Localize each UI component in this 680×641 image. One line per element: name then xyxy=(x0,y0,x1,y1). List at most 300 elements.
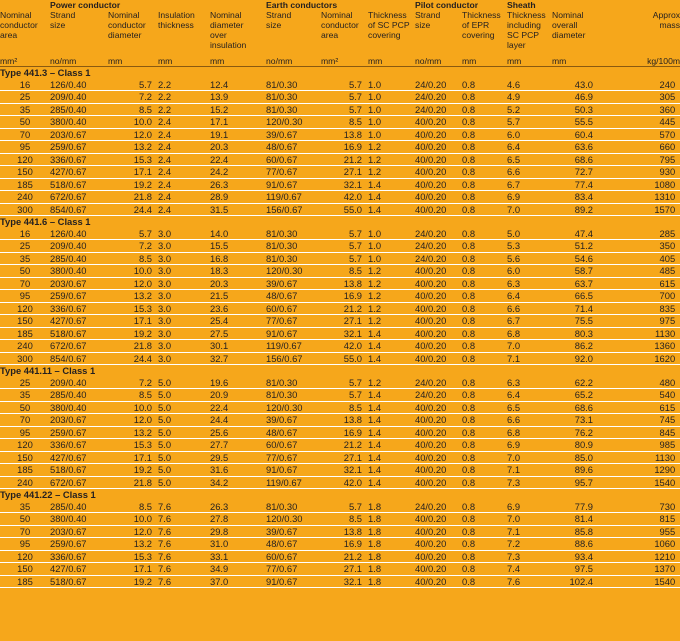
cell-pilot-strand: 40/0.20 xyxy=(415,128,462,141)
cell-earth-strand: 91/0.67 xyxy=(266,464,321,477)
cell-mass: 835 xyxy=(599,302,680,315)
cell-sheath-thickness: 6.6 xyxy=(507,166,552,179)
cell-epr-thickness: 0.8 xyxy=(462,178,507,191)
cell-overall-diameter: 68.6 xyxy=(552,153,599,166)
cell-pcp-thickness: 1.8 xyxy=(368,501,415,513)
cell-diameter-over-insulation: 33.1 xyxy=(210,550,266,563)
cell-pilot-strand: 40/0.20 xyxy=(415,426,462,439)
cell-strand: 259/0.67 xyxy=(50,141,108,154)
cell-earth-strand: 60/0.67 xyxy=(266,302,321,315)
cell-strand: 672/0.67 xyxy=(50,340,108,353)
cell-pilot-strand: 40/0.20 xyxy=(415,203,462,216)
cell-pcp-thickness: 1.4 xyxy=(368,426,415,439)
cell-insulation-thickness: 2.2 xyxy=(158,103,210,116)
cell-conductor-diameter: 8.5 xyxy=(108,389,158,402)
cell-earth-area: 21.2 xyxy=(321,153,368,166)
cell-pilot-strand: 40/0.20 xyxy=(415,513,462,526)
cell-insulation-thickness: 7.6 xyxy=(158,563,210,576)
cell-insulation-thickness: 5.0 xyxy=(158,426,210,439)
cell-conductor-diameter: 10.0 xyxy=(108,513,158,526)
cell-mass: 1060 xyxy=(599,538,680,551)
cell-overall-diameter: 65.2 xyxy=(552,389,599,402)
cell-sheath-thickness: 7.3 xyxy=(507,550,552,563)
cell-diameter-over-insulation: 16.8 xyxy=(210,252,266,265)
unit-sheath-thickness: mm xyxy=(507,56,552,67)
cell-epr-thickness: 0.8 xyxy=(462,401,507,414)
cell-pilot-strand: 40/0.20 xyxy=(415,141,462,154)
cell-insulation-thickness: 2.4 xyxy=(158,166,210,179)
cell-strand: 427/0.67 xyxy=(50,451,108,464)
cell-strand: 672/0.67 xyxy=(50,476,108,489)
cell-area: 150 xyxy=(0,451,50,464)
cell-strand: 854/0.67 xyxy=(50,203,108,216)
cell-pcp-thickness: 1.2 xyxy=(368,265,415,278)
cell-diameter-over-insulation: 15.2 xyxy=(210,103,266,116)
cell-epr-thickness: 0.8 xyxy=(462,563,507,576)
table-row xyxy=(0,315,680,328)
cell-strand: 518/0.67 xyxy=(50,178,108,191)
cell-conductor-diameter: 13.2 xyxy=(108,141,158,154)
cell-conductor-diameter: 15.3 xyxy=(108,439,158,452)
cell-diameter-over-insulation: 17.1 xyxy=(210,116,266,129)
cell-pcp-thickness: 1.8 xyxy=(368,525,415,538)
unit-area: mm² xyxy=(0,56,50,67)
cell-area: 120 xyxy=(0,302,50,315)
cell-earth-strand: 81/0.30 xyxy=(266,501,321,513)
cell-conductor-diameter: 15.3 xyxy=(108,550,158,563)
cell-pilot-strand: 40/0.20 xyxy=(415,414,462,427)
cell-mass: 445 xyxy=(599,116,680,129)
cell-diameter-over-insulation: 26.3 xyxy=(210,501,266,513)
cell-diameter-over-insulation: 24.2 xyxy=(210,166,266,179)
cell-pilot-strand: 24/0.20 xyxy=(415,91,462,104)
table-row xyxy=(0,464,680,477)
cell-pilot-strand: 24/0.20 xyxy=(415,240,462,253)
cell-mass: 615 xyxy=(599,277,680,290)
cell-sheath-thickness: 7.0 xyxy=(507,513,552,526)
cell-epr-thickness: 0.8 xyxy=(462,464,507,477)
cell-epr-thickness: 0.8 xyxy=(462,340,507,353)
cell-pcp-thickness: 1.2 xyxy=(368,153,415,166)
cell-epr-thickness: 0.8 xyxy=(462,550,507,563)
cell-sheath-thickness: 6.3 xyxy=(507,377,552,389)
cell-insulation-thickness: 5.0 xyxy=(158,377,210,389)
cell-pilot-strand: 40/0.20 xyxy=(415,575,462,588)
cell-sheath-thickness: 7.2 xyxy=(507,538,552,551)
cell-overall-diameter: 55.5 xyxy=(552,116,599,129)
cell-strand: 427/0.67 xyxy=(50,563,108,576)
cell-conductor-diameter: 5.7 xyxy=(108,79,158,91)
cell-area: 95 xyxy=(0,538,50,551)
cell-overall-diameter: 51.2 xyxy=(552,240,599,253)
cell-pilot-strand: 40/0.20 xyxy=(415,439,462,452)
cell-pcp-thickness: 1.2 xyxy=(368,302,415,315)
cell-strand: 126/0.40 xyxy=(50,79,108,91)
cell-epr-thickness: 0.8 xyxy=(462,513,507,526)
cell-diameter-over-insulation: 27.5 xyxy=(210,327,266,340)
cell-area: 50 xyxy=(0,116,50,129)
cell-area: 25 xyxy=(0,377,50,389)
cell-overall-diameter: 73.1 xyxy=(552,414,599,427)
cell-conductor-diameter: 24.4 xyxy=(108,203,158,216)
cell-insulation-thickness: 2.2 xyxy=(158,79,210,91)
cell-earth-strand: 81/0.30 xyxy=(266,252,321,265)
cell-overall-diameter: 88.6 xyxy=(552,538,599,551)
cell-earth-strand: 39/0.67 xyxy=(266,277,321,290)
cell-epr-thickness: 0.8 xyxy=(462,327,507,340)
cell-earth-area: 16.9 xyxy=(321,538,368,551)
cell-diameter-over-insulation: 34.9 xyxy=(210,563,266,576)
column-header-conductor-diameter: Nominal conductor diameter xyxy=(108,10,146,40)
cell-strand: 380/0.40 xyxy=(50,265,108,278)
cell-epr-thickness: 0.8 xyxy=(462,315,507,328)
cell-area: 95 xyxy=(0,141,50,154)
table-row xyxy=(0,265,680,278)
cell-earth-strand: 48/0.67 xyxy=(266,538,321,551)
cell-strand: 336/0.67 xyxy=(50,153,108,166)
cell-diameter-over-insulation: 22.4 xyxy=(210,401,266,414)
cell-sheath-thickness: 6.4 xyxy=(507,389,552,402)
cell-area: 70 xyxy=(0,277,50,290)
cell-sheath-thickness: 4.6 xyxy=(507,79,552,91)
cell-mass: 930 xyxy=(599,166,680,179)
cell-diameter-over-insulation: 19.6 xyxy=(210,377,266,389)
cell-area: 185 xyxy=(0,327,50,340)
cell-sheath-thickness: 6.6 xyxy=(507,302,552,315)
cell-diameter-over-insulation: 28.9 xyxy=(210,191,266,204)
cell-earth-strand: 81/0.30 xyxy=(266,240,321,253)
cell-sheath-thickness: 6.8 xyxy=(507,426,552,439)
cell-conductor-diameter: 21.8 xyxy=(108,340,158,353)
cell-earth-strand: 81/0.30 xyxy=(266,91,321,104)
cell-strand: 203/0.67 xyxy=(50,525,108,538)
cell-insulation-thickness: 2.4 xyxy=(158,128,210,141)
cell-conductor-diameter: 12.0 xyxy=(108,414,158,427)
cell-area: 240 xyxy=(0,340,50,353)
column-header-mass: Approx mass xyxy=(652,10,680,30)
cell-earth-strand: 77/0.67 xyxy=(266,166,321,179)
cell-insulation-thickness: 7.6 xyxy=(158,501,210,513)
cell-epr-thickness: 0.8 xyxy=(462,240,507,253)
cell-area: 35 xyxy=(0,501,50,513)
cell-earth-strand: 119/0.67 xyxy=(266,191,321,204)
cell-diameter-over-insulation: 20.9 xyxy=(210,389,266,402)
table-row xyxy=(0,501,680,513)
cell-area: 150 xyxy=(0,315,50,328)
cell-area: 150 xyxy=(0,166,50,179)
cell-overall-diameter: 85.0 xyxy=(552,451,599,464)
cell-sheath-thickness: 6.5 xyxy=(507,153,552,166)
cell-overall-diameter: 77.4 xyxy=(552,178,599,191)
cell-pcp-thickness: 1.0 xyxy=(368,228,415,240)
cell-strand: 203/0.67 xyxy=(50,128,108,141)
cell-overall-diameter: 46.9 xyxy=(552,91,599,104)
cell-earth-area: 5.7 xyxy=(321,91,368,104)
table-row xyxy=(0,327,680,340)
cell-insulation-thickness: 7.6 xyxy=(158,538,210,551)
cell-earth-area: 55.0 xyxy=(321,352,368,365)
cell-insulation-thickness: 7.6 xyxy=(158,550,210,563)
cell-area: 300 xyxy=(0,203,50,216)
cell-area: 185 xyxy=(0,178,50,191)
cell-strand: 285/0.40 xyxy=(50,252,108,265)
cell-insulation-thickness: 5.0 xyxy=(158,476,210,489)
unit-overall-diameter: mm xyxy=(552,56,599,67)
cell-diameter-over-insulation: 13.9 xyxy=(210,91,266,104)
cell-earth-strand: 119/0.67 xyxy=(266,476,321,489)
cell-diameter-over-insulation: 31.0 xyxy=(210,538,266,551)
cell-insulation-thickness: 3.0 xyxy=(158,290,210,303)
cell-overall-diameter: 58.7 xyxy=(552,265,599,278)
cell-insulation-thickness: 5.0 xyxy=(158,464,210,477)
column-header-earth-area: Nominal conductor area xyxy=(321,10,359,40)
cell-overall-diameter: 92.0 xyxy=(552,352,599,365)
cell-epr-thickness: 0.8 xyxy=(462,352,507,365)
cell-epr-thickness: 0.8 xyxy=(462,91,507,104)
cell-pilot-strand: 40/0.20 xyxy=(415,265,462,278)
cell-sheath-thickness: 6.9 xyxy=(507,439,552,452)
cell-earth-strand: 39/0.67 xyxy=(266,414,321,427)
table-row xyxy=(0,228,680,240)
cell-sheath-thickness: 5.0 xyxy=(507,228,552,240)
cell-conductor-diameter: 10.0 xyxy=(108,116,158,129)
cell-epr-thickness: 0.8 xyxy=(462,575,507,588)
cell-pilot-strand: 40/0.20 xyxy=(415,191,462,204)
cell-insulation-thickness: 5.0 xyxy=(158,401,210,414)
cell-area: 120 xyxy=(0,550,50,563)
cell-diameter-over-insulation: 12.4 xyxy=(210,79,266,91)
cell-overall-diameter: 72.7 xyxy=(552,166,599,179)
cell-epr-thickness: 0.8 xyxy=(462,153,507,166)
cell-sheath-thickness: 7.1 xyxy=(507,525,552,538)
cell-earth-strand: 77/0.67 xyxy=(266,315,321,328)
cell-overall-diameter: 89.6 xyxy=(552,464,599,477)
section-title: Type 441.22 – Class 1 xyxy=(0,489,96,500)
cell-mass: 350 xyxy=(599,240,680,253)
cell-insulation-thickness: 5.0 xyxy=(158,389,210,402)
cell-insulation-thickness: 2.4 xyxy=(158,191,210,204)
cell-strand: 518/0.67 xyxy=(50,575,108,588)
cell-conductor-diameter: 13.2 xyxy=(108,426,158,439)
cell-area: 35 xyxy=(0,252,50,265)
table-row xyxy=(0,352,680,365)
cell-mass: 1080 xyxy=(599,178,680,191)
cell-sheath-thickness: 4.9 xyxy=(507,91,552,104)
cell-overall-diameter: 43.0 xyxy=(552,79,599,91)
table-row xyxy=(0,414,680,427)
cell-strand: 518/0.67 xyxy=(50,464,108,477)
cell-strand: 336/0.67 xyxy=(50,550,108,563)
cell-epr-thickness: 0.8 xyxy=(462,377,507,389)
cell-epr-thickness: 0.8 xyxy=(462,128,507,141)
cell-conductor-diameter: 8.5 xyxy=(108,501,158,513)
cell-pilot-strand: 40/0.20 xyxy=(415,290,462,303)
table-row xyxy=(0,252,680,265)
cell-conductor-diameter: 8.5 xyxy=(108,103,158,116)
cell-epr-thickness: 0.8 xyxy=(462,141,507,154)
unit-mass: kg/100m xyxy=(599,56,680,67)
table-row xyxy=(0,525,680,538)
cell-area: 50 xyxy=(0,265,50,278)
cell-earth-strand: 81/0.30 xyxy=(266,103,321,116)
cell-pilot-strand: 40/0.20 xyxy=(415,340,462,353)
cell-sheath-thickness: 5.2 xyxy=(507,103,552,116)
table-row xyxy=(0,166,680,179)
cell-conductor-diameter: 12.0 xyxy=(108,128,158,141)
cell-overall-diameter: 47.4 xyxy=(552,228,599,240)
cell-sheath-thickness: 6.9 xyxy=(507,501,552,513)
table-row xyxy=(0,203,680,216)
cell-epr-thickness: 0.8 xyxy=(462,79,507,91)
column-header-epr-thickness: Thickness of EPR covering xyxy=(462,10,501,40)
column-header-sheath-thickness: Thickness including SC PCP layer xyxy=(507,10,546,50)
cell-overall-diameter: 75.5 xyxy=(552,315,599,328)
cell-conductor-diameter: 13.2 xyxy=(108,290,158,303)
cell-insulation-thickness: 3.0 xyxy=(158,252,210,265)
cell-overall-diameter: 60.4 xyxy=(552,128,599,141)
table-row xyxy=(0,550,680,563)
cell-sheath-thickness: 7.1 xyxy=(507,352,552,365)
cell-strand: 259/0.67 xyxy=(50,426,108,439)
unit-pcp-thickness: mm xyxy=(368,56,415,67)
table-row xyxy=(0,79,680,91)
cell-pcp-thickness: 1.2 xyxy=(368,141,415,154)
cell-sheath-thickness: 6.6 xyxy=(507,414,552,427)
cell-mass: 1540 xyxy=(599,575,680,588)
cell-epr-thickness: 0.8 xyxy=(462,389,507,402)
cell-earth-area: 16.9 xyxy=(321,141,368,154)
cell-earth-strand: 39/0.67 xyxy=(266,525,321,538)
cell-overall-diameter: 80.9 xyxy=(552,439,599,452)
cell-mass: 1310 xyxy=(599,191,680,204)
cell-earth-strand: 156/0.67 xyxy=(266,203,321,216)
cell-area: 70 xyxy=(0,128,50,141)
cell-mass: 1540 xyxy=(599,476,680,489)
section-heading-row xyxy=(0,67,680,79)
cell-pilot-strand: 40/0.20 xyxy=(415,153,462,166)
cell-pilot-strand: 24/0.20 xyxy=(415,103,462,116)
cell-pcp-thickness: 1.4 xyxy=(368,464,415,477)
cell-earth-area: 32.1 xyxy=(321,178,368,191)
table-row xyxy=(0,116,680,129)
cell-pilot-strand: 40/0.20 xyxy=(415,302,462,315)
cell-diameter-over-insulation: 19.1 xyxy=(210,128,266,141)
cell-earth-strand: 60/0.67 xyxy=(266,439,321,452)
cell-pcp-thickness: 1.2 xyxy=(368,290,415,303)
cell-insulation-thickness: 3.0 xyxy=(158,265,210,278)
cell-earth-area: 5.7 xyxy=(321,501,368,513)
cell-epr-thickness: 0.8 xyxy=(462,414,507,427)
cell-pilot-strand: 40/0.20 xyxy=(415,315,462,328)
cell-epr-thickness: 0.8 xyxy=(462,476,507,489)
unit-conductor-diameter: mm xyxy=(108,56,158,67)
cell-insulation-thickness: 7.6 xyxy=(158,513,210,526)
cell-pilot-strand: 40/0.20 xyxy=(415,327,462,340)
cell-mass: 1570 xyxy=(599,203,680,216)
cell-conductor-diameter: 19.2 xyxy=(108,575,158,588)
cell-sheath-thickness: 6.4 xyxy=(507,141,552,154)
cell-earth-strand: 48/0.67 xyxy=(266,290,321,303)
cell-pcp-thickness: 1.4 xyxy=(368,476,415,489)
cell-pcp-thickness: 1.4 xyxy=(368,203,415,216)
cell-conductor-diameter: 7.2 xyxy=(108,240,158,253)
cell-insulation-thickness: 3.0 xyxy=(158,315,210,328)
cell-insulation-thickness: 2.4 xyxy=(158,153,210,166)
cell-diameter-over-insulation: 30.1 xyxy=(210,340,266,353)
cell-strand: 209/0.40 xyxy=(50,91,108,104)
cell-earth-area: 5.7 xyxy=(321,103,368,116)
cell-area: 70 xyxy=(0,414,50,427)
cell-mass: 700 xyxy=(599,290,680,303)
cell-earth-strand: 77/0.67 xyxy=(266,563,321,576)
cell-pcp-thickness: 1.0 xyxy=(368,128,415,141)
cell-earth-area: 8.5 xyxy=(321,513,368,526)
unit-epr-thickness: mm xyxy=(462,56,507,67)
cell-pilot-strand: 24/0.20 xyxy=(415,501,462,513)
cell-pcp-thickness: 1.0 xyxy=(368,240,415,253)
cell-pilot-strand: 40/0.20 xyxy=(415,352,462,365)
cell-pcp-thickness: 1.0 xyxy=(368,252,415,265)
cell-conductor-diameter: 13.2 xyxy=(108,538,158,551)
cell-earth-strand: 119/0.67 xyxy=(266,340,321,353)
cell-area: 16 xyxy=(0,228,50,240)
column-header-strand: Strand size xyxy=(50,10,76,30)
cell-mass: 745 xyxy=(599,414,680,427)
cell-earth-area: 42.0 xyxy=(321,191,368,204)
cell-diameter-over-insulation: 26.3 xyxy=(210,178,266,191)
cell-earth-area: 21.2 xyxy=(321,302,368,315)
cell-mass: 405 xyxy=(599,252,680,265)
cell-epr-thickness: 0.8 xyxy=(462,252,507,265)
cell-area: 240 xyxy=(0,476,50,489)
cell-epr-thickness: 0.8 xyxy=(462,501,507,513)
cell-mass: 660 xyxy=(599,141,680,154)
cell-strand: 126/0.40 xyxy=(50,228,108,240)
cell-area: 300 xyxy=(0,352,50,365)
cell-conductor-diameter: 19.2 xyxy=(108,178,158,191)
cell-area: 35 xyxy=(0,389,50,402)
cell-earth-strand: 120/0.30 xyxy=(266,513,321,526)
cell-earth-area: 42.0 xyxy=(321,476,368,489)
cell-strand: 209/0.40 xyxy=(50,377,108,389)
cell-pcp-thickness: 1.4 xyxy=(368,191,415,204)
cell-pilot-strand: 40/0.20 xyxy=(415,476,462,489)
cell-conductor-diameter: 24.4 xyxy=(108,352,158,365)
cell-overall-diameter: 97.5 xyxy=(552,563,599,576)
cell-insulation-thickness: 3.0 xyxy=(158,228,210,240)
cell-mass: 1370 xyxy=(599,563,680,576)
cell-mass: 305 xyxy=(599,91,680,104)
cell-overall-diameter: 85.8 xyxy=(552,525,599,538)
table-row xyxy=(0,476,680,489)
cell-pcp-thickness: 1.4 xyxy=(368,352,415,365)
table-row xyxy=(0,141,680,154)
cell-mass: 240 xyxy=(599,79,680,91)
unit-strand: no/mm xyxy=(50,56,108,67)
cell-epr-thickness: 0.8 xyxy=(462,538,507,551)
cell-diameter-over-insulation: 31.5 xyxy=(210,203,266,216)
column-header-area: Nominal conductor area xyxy=(0,10,38,40)
cell-strand: 427/0.67 xyxy=(50,166,108,179)
cell-insulation-thickness: 7.6 xyxy=(158,575,210,588)
cell-earth-strand: 91/0.67 xyxy=(266,178,321,191)
cell-mass: 955 xyxy=(599,525,680,538)
cell-earth-area: 32.1 xyxy=(321,464,368,477)
cell-overall-diameter: 63.7 xyxy=(552,277,599,290)
cell-sheath-thickness: 6.7 xyxy=(507,178,552,191)
table-row xyxy=(0,377,680,389)
table-row xyxy=(0,389,680,402)
